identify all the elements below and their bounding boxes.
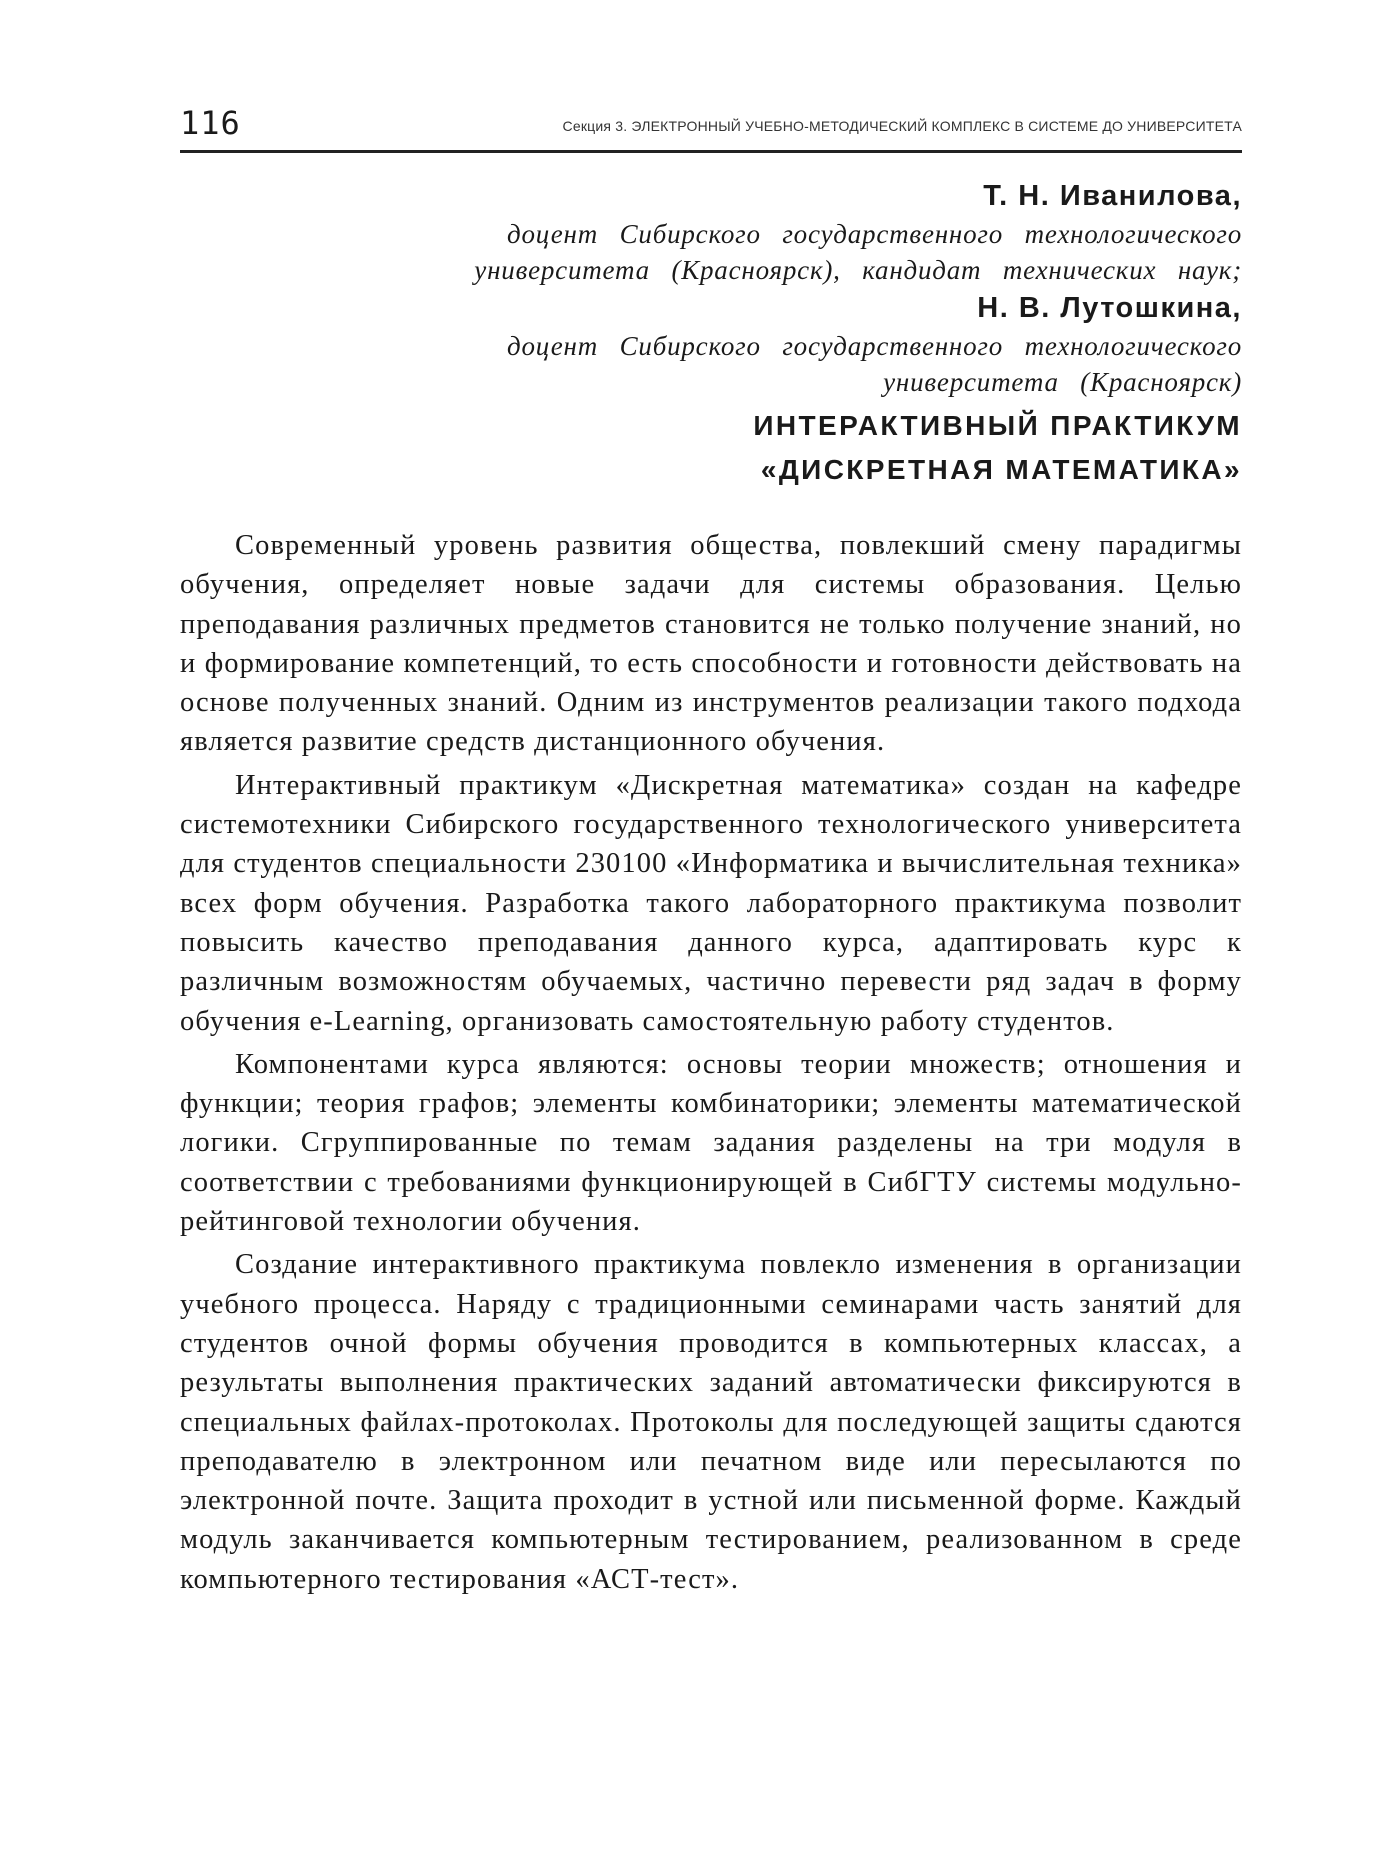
author-1-affiliation-line-1: доцент Сибирского государственного технологического [507,219,1242,249]
paragraph-2: Интерактивный практикум «Дискретная математика» создан на кафедре системотехники Сибирского государственного технологического университета для студентов специальности 230100 «Информатика и вычислительная техника» всех форм обучения. Разработка такого лабораторного практикума позволит повысить качество преподавания данного курса, адаптировать курс к различным возможностям обучаемых, частично перевести ряд задач в форму обучения e-Learning, организовать самостоятельную работу студентов. [180,769,1242,1037]
author-2-affiliation-line-1: доцент Сибирского государственного технологического [507,331,1242,361]
paragraph-4: Создание интерактивного практикума повлекло изменения в организации учебного процесса. Наряду с традиционными семинарами часть занятий для студентов очной формы обучения проводится в компьютерных классах, а результаты выполнения практических заданий автоматически фиксируются в специальных файлах-протоколах. Протоколы для последующей защиты сдаются преподавателю в электронном или печатном виде или пересылаются по электронной почте. Защита проходит в устной или письменной форме. Каждый модуль заканчивается компьютерным тестированием, реализованном в среде компьютерного тестирования «АСТ-тест». [180,1249,1242,1595]
article-body [180,526,1242,1599]
article-title [753,404,1242,492]
page-number: 116 [180,104,241,142]
author-2 [507,288,1242,400]
author-1 [474,176,1242,288]
author-1-name: Т. Н. Иванилова, [983,180,1242,212]
article-title-line-1: ИНТЕРАКТИВНЫЙ ПРАКТИКУМ [753,410,1242,441]
article-title-line-2: «ДИСКРЕТНАЯ МАТЕМАТИКА» [760,454,1242,485]
running-head: Секция 3. ЭЛЕКТРОННЫЙ УЧЕБНО-МЕТОДИЧЕСКИЙ КОМПЛЕКС В СИСТЕМЕ ДО УНИВЕРСИТЕТА [562,118,1242,134]
author-1-affiliation-line-2: университета (Красноярск), кандидат технических наук; [474,255,1242,285]
paragraph-3: Компонентами курса являются: основы теории множеств; отношения и функции; теория графов; элементы комбинаторики; элементы математической логики. Сгруппированные по темам задания разделены на три модуля в соответствии с требованиями функционирующей в СибГТУ системы модульно-рейтинговой технологии обучения. [180,1048,1242,1238]
paragraph-1: Современный уровень развития общества, повлекший смену парадигмы обучения, определяет новые задачи для системы образования. Целью преподавания различных предметов становится не только получение знаний, но и формирование компетенций, то есть способности и готовности действовать на основе полученных знаний. Одним из инструментов реализации такого подхода является развитие средств дистанционного обучения. [180,530,1242,758]
author-2-name: Н. В. Лутошкина, [977,292,1242,324]
author-2-affiliation-line-2: университета (Красноярск) [883,367,1242,397]
page-header [180,104,1242,153]
